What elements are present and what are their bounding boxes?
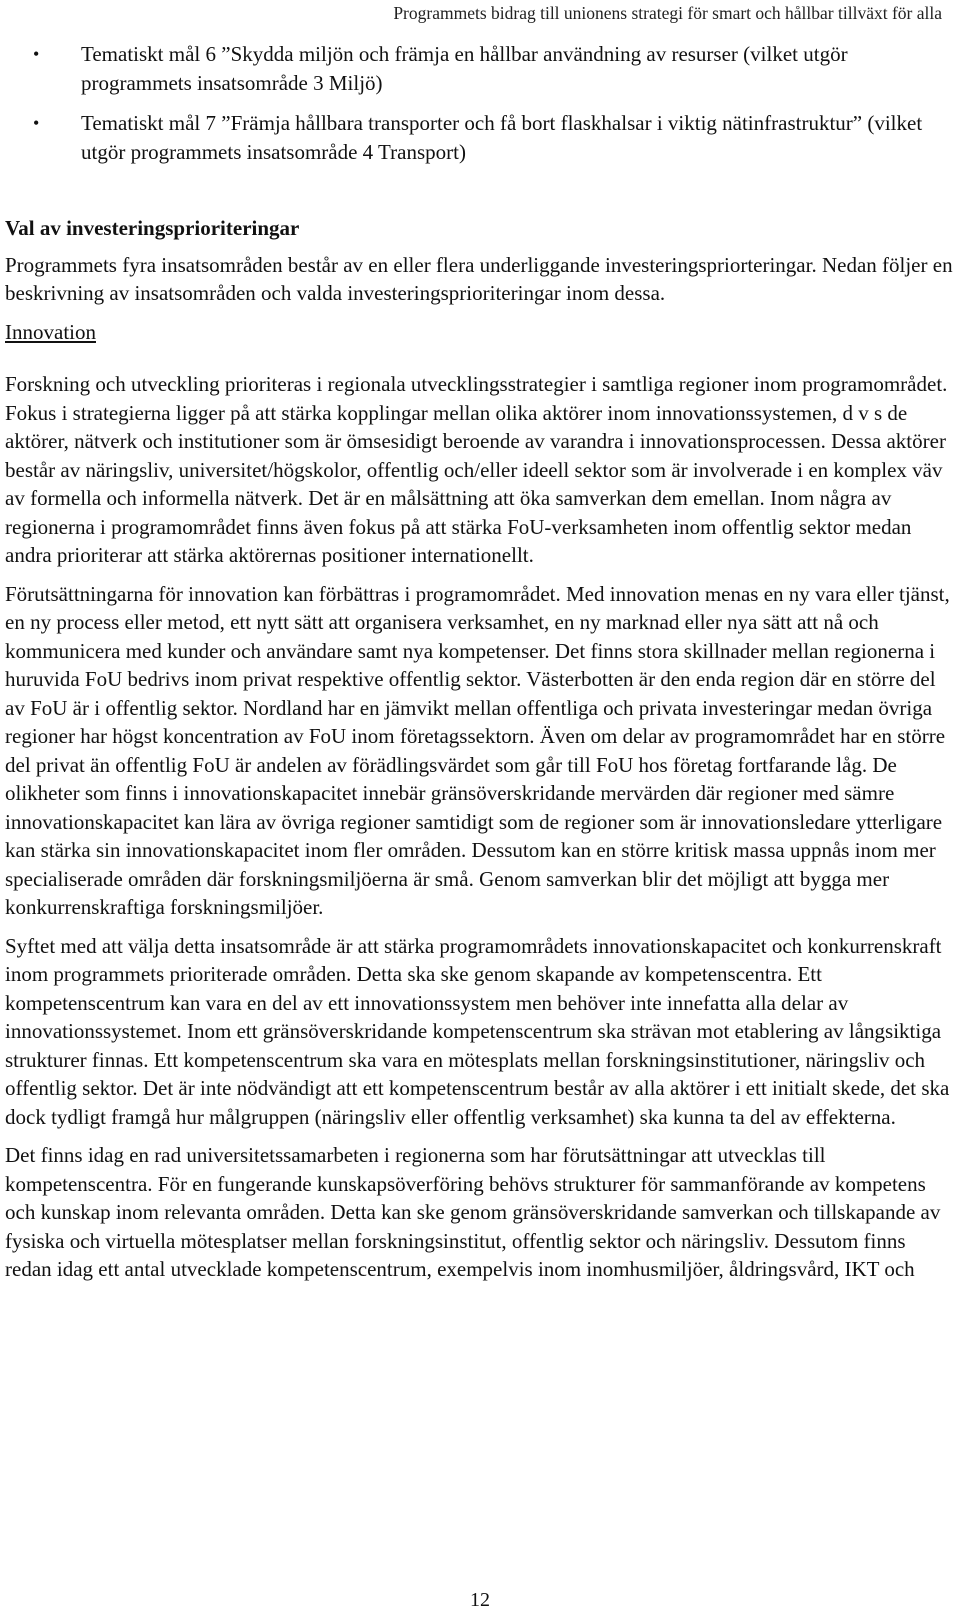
innovation-subheading: Innovation <box>5 319 96 344</box>
paragraph: Syftet med att välja detta insatsområde är att stärka programområdets innovationskapacitet och konkurrenskraft inom programmets prioriterade områden. Detta ska ske genom skapande av kompetenscentra. Ett kompetenscentrum kan vara en del av ett innovationssystem men behöver inte innefatta alla delar av innovationssystemet. Inom ett gränsöverskridande kompetenscentrum ska strävan mot etablering av långsiktiga strukturer finnas. Ett kompetenscentrum ska vara en mötesplats mellan forskningsinstitutioner, näringsliv och offentlig sektor. Det är inte nödvändigt att ett kompetenscentrum består av alla aktörer i ett initialt skede, det ska dock tydligt framgå hur målgruppen (näringsliv eller offentlig verksamhet) ska kunna ta del av effekterna. <box>5 933 950 1129</box>
goal-text: Tematiskt mål 6 ”Skydda miljön och främja en hållbar användning av resurser (vilket utgör programmets insatsområde 3 Miljö) <box>81 42 848 95</box>
list-item <box>5 40 953 97</box>
page-number: 12 <box>470 1589 490 1611</box>
paragraph: Det finns idag en rad universitetssamarbeten i regionerna som har förutsättningar att utvecklas till kompetenscentra. För en fungerande kunskapsöverföring behövs strukturer för sammanförande av kompetens och kunskap inom relevanta områden. Detta kan ske genom gränsöverskridande samverkan och tillskapande av fysiska och virtuella mötesplatser mellan forskningsinstitut, offentlig sektor och näringsliv. Dessutom finns redan idag ett antal utvecklade kompetenscentrum, exempelvis inom inomhusmiljöer, åldringsvård, IKT och <box>5 1143 941 1281</box>
bullet-icon: • <box>33 113 40 133</box>
thematic-goals-list <box>5 40 953 166</box>
list-item <box>5 109 953 166</box>
running-header: Programmets bidrag till unionens strategi för smart och hållbar tillväxt för alla <box>393 3 942 23</box>
paragraph: Förutsättningarna för innovation kan förbättras i programområdet. Med innovation menas en ny vara eller tjänst, en ny process eller metod, ett nytt sätt att organisera verksamhet, en ny marknad eller nya sätt att nå och kommunicera med kunder och användare samt nya kompetenser. Det finns stora skillnader mellan regionerna i huruvida FoU bedrivs inom privat respektive offentlig sektor. Västerbotten är den enda region där en större del av FoU är i offentlig sektor. Nordland har en jämvikt mellan offentliga och privata investeringar medan övriga regioner har högst koncentration av FoU inom företagssektorn. Även om delar av programområdet har en större del privat än offentlig FoU är andelen av förädlingsvärdet som går till FoU hos företag fortfarande låg. De olikheter som finns i innovationskapacitet innebär gränsöverskridande mervärden där regioner med sämre innovationskapacitet kan lära av övriga regioner samtidigt som de regioner som är innovationsledare ytterligare kan stärka sin innovationskapacitet inom fler områden. Dessutom kan en större kritisk massa uppnås inom mer specialiserade områden där forskningsmiljöerna är små. Genom samverkan blir det möjligt att bygga mer konkurrenskraftiga forskningsmiljöer. <box>5 581 950 919</box>
goal-text: Tematiskt mål 7 ”Främja hållbara transporter och få bort flaskhalsar i viktig nätinfrastruktur” (vilket utgör programmets insatsområde 4 Transport) <box>81 111 923 164</box>
intro-paragraph: Programmets fyra insatsområden består av en eller flera underliggande investeringspriorteringar. Nedan följer en beskrivning av insatsområden och valda investeringsprioriteringar inom dessa. <box>5 252 953 305</box>
section-heading: Val av investeringsprioriteringar <box>5 216 300 240</box>
paragraph: Forskning och utveckling prioriteras i regionala utvecklingsstrategier i samtliga regioner inom programområdet. Fokus i strategierna ligger på att stärka kopplingar mellan olika aktörer inom innovationssystemen, d v s de aktörer, nätverk och institutioner som är ömsesidigt beroende av varandra i innovationsprocessen. Dessa aktörer består av näringsliv, universitet/högskolor, offentlig och/eller ideell sektor som är involverade i en komplex väv av formella och informella nätverk. Det är en målsättning att öka samverkan dem emellan. Inom några av regionerna i programområdet finns även fokus på att stärka FoU-verksamheten inom offentlig sektor medan andra prioriterar att stärka aktörernas positioner internationellt. <box>5 372 948 567</box>
document-body <box>5 40 953 1294</box>
bullet-icon: • <box>33 44 40 64</box>
